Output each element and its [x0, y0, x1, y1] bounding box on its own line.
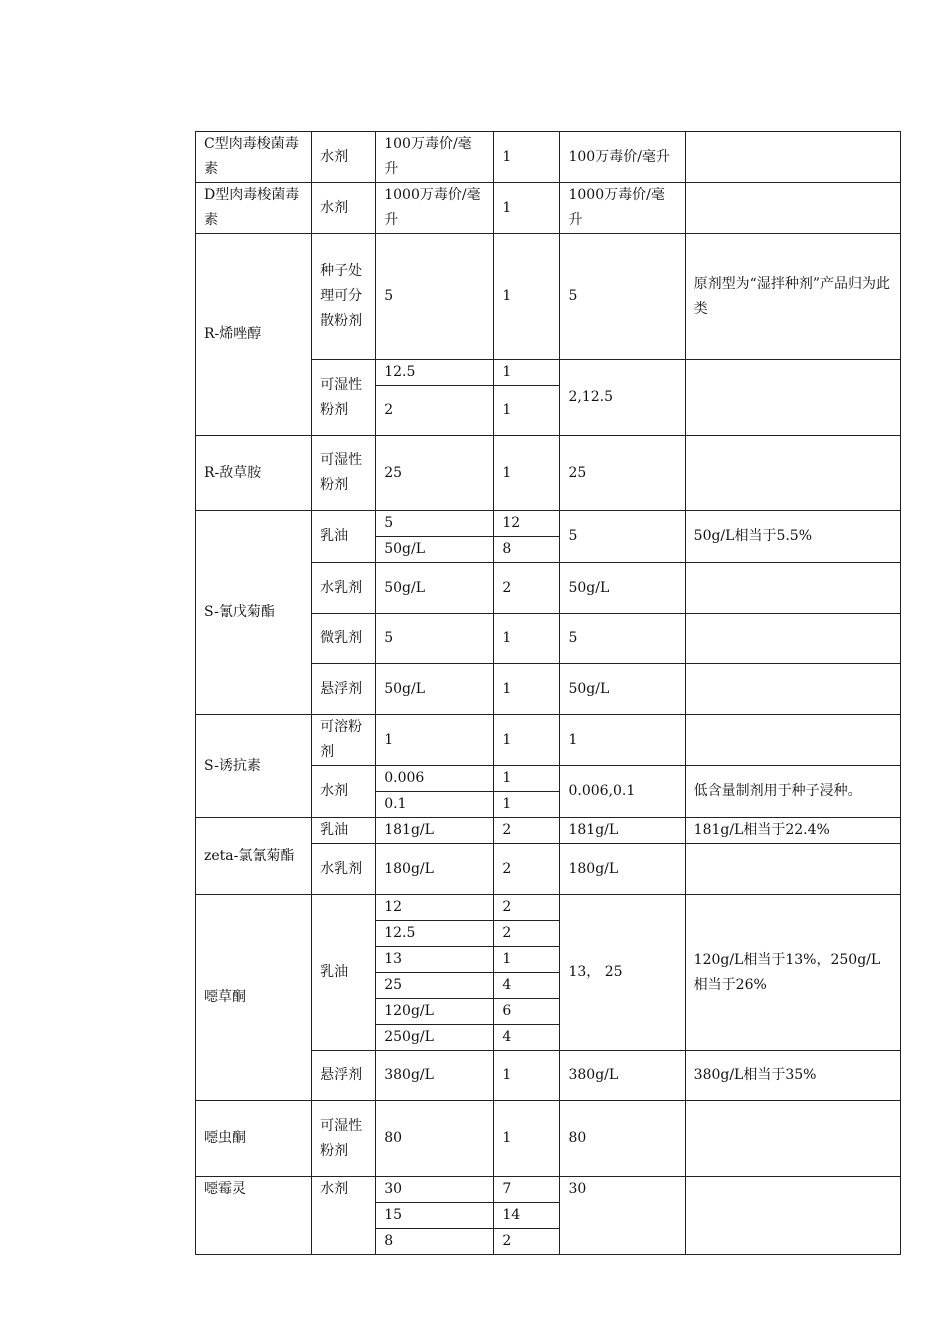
count-cell: 2 [494, 1229, 560, 1255]
count-cell: 1 [494, 715, 560, 766]
content-cell: 12.5 [376, 921, 494, 947]
table-row [196, 715, 901, 766]
table-row [196, 895, 901, 921]
table-row [196, 1177, 901, 1203]
content-cell: 13 [376, 947, 494, 973]
note-cell [685, 360, 900, 436]
note-cell: 380g/L相当于35% [685, 1051, 900, 1101]
count-cell: 2 [494, 844, 560, 895]
content-cell: 50g/L [376, 537, 494, 563]
count-cell: 7 [494, 1177, 560, 1203]
product-name-cell: 噁霉灵 [196, 1177, 312, 1255]
content-cell: 380g/L [376, 1051, 494, 1101]
registered-content-cell: 30 [560, 1177, 685, 1255]
product-name-cell: C型肉毒梭菌毒素 [196, 132, 312, 183]
note-cell: 50g/L相当于5.5% [685, 511, 900, 563]
registered-content-cell: 80 [560, 1101, 685, 1177]
content-cell: 2 [376, 386, 494, 436]
content-cell: 50g/L [376, 563, 494, 614]
note-cell: 181g/L相当于22.4% [685, 818, 900, 844]
count-cell: 1 [494, 386, 560, 436]
product-name-cell: 噁虫酮 [196, 1101, 312, 1177]
count-cell: 6 [494, 999, 560, 1025]
formulation-cell: 水剂 [312, 1177, 376, 1255]
content-cell: 12 [376, 895, 494, 921]
product-name-cell: zeta-氯氰菊酯 [196, 818, 312, 895]
table-row [196, 132, 901, 183]
registered-content-cell: 50g/L [560, 563, 685, 614]
formulation-cell: 水剂 [312, 132, 376, 183]
count-cell: 2 [494, 921, 560, 947]
registered-content-cell: 180g/L [560, 844, 685, 895]
note-cell [685, 1101, 900, 1177]
registered-content-cell: 5 [560, 234, 685, 360]
pesticide-table [195, 131, 901, 1255]
count-cell: 1 [494, 792, 560, 818]
count-cell: 1 [494, 436, 560, 511]
formulation-cell: 可湿性粉剂 [312, 436, 376, 511]
registered-content-cell: 2,12.5 [560, 360, 685, 436]
note-cell [685, 183, 900, 234]
count-cell: 1 [494, 1051, 560, 1101]
content-cell: 25 [376, 973, 494, 999]
formulation-cell: 微乳剂 [312, 614, 376, 664]
content-cell: 1 [376, 715, 494, 766]
formulation-cell: 悬浮剂 [312, 1051, 376, 1101]
note-cell: 120g/L相当于13%，250g/L相当于26% [685, 895, 900, 1051]
formulation-cell: 水乳剂 [312, 563, 376, 614]
content-cell: 25 [376, 436, 494, 511]
product-name-cell: S-氰戊菊酯 [196, 511, 312, 715]
count-cell: 2 [494, 818, 560, 844]
content-cell: 100万毒价/毫升 [376, 132, 494, 183]
count-cell: 1 [494, 183, 560, 234]
note-cell [685, 614, 900, 664]
content-cell: 30 [376, 1177, 494, 1203]
formulation-cell: 乳油 [312, 895, 376, 1051]
registered-content-cell: 5 [560, 614, 685, 664]
count-cell: 1 [494, 614, 560, 664]
product-name-cell: S-诱抗素 [196, 715, 312, 818]
formulation-cell: 可湿性粉剂 [312, 1101, 376, 1177]
registered-content-cell: 5 [560, 511, 685, 563]
note-cell: 原剂型为“湿拌种剂”产品归为此类 [685, 234, 900, 360]
count-cell: 4 [494, 973, 560, 999]
registered-content-cell: 13， 25 [560, 895, 685, 1051]
count-cell: 1 [494, 947, 560, 973]
formulation-cell: 乳油 [312, 511, 376, 563]
count-cell: 14 [494, 1203, 560, 1229]
table-row [196, 183, 901, 234]
count-cell: 1 [494, 132, 560, 183]
note-cell [685, 436, 900, 511]
count-cell: 1 [494, 1101, 560, 1177]
content-cell: 8 [376, 1229, 494, 1255]
count-cell: 1 [494, 664, 560, 715]
registered-content-cell: 1000万毒价/毫升 [560, 183, 685, 234]
formulation-cell: 可溶粉剂 [312, 715, 376, 766]
table-row [196, 234, 901, 360]
content-cell: 181g/L [376, 818, 494, 844]
registered-content-cell: 100万毒价/毫升 [560, 132, 685, 183]
note-cell [685, 664, 900, 715]
count-cell: 1 [494, 360, 560, 386]
formulation-cell: 种子处理可分散粉剂 [312, 234, 376, 360]
content-cell: 0.1 [376, 792, 494, 818]
product-name-cell: R-敌草胺 [196, 436, 312, 511]
product-name-cell: 噁草酮 [196, 895, 312, 1101]
content-cell: 1000万毒价/毫升 [376, 183, 494, 234]
content-cell: 5 [376, 511, 494, 537]
content-cell: 120g/L [376, 999, 494, 1025]
table-row [196, 511, 901, 537]
registered-content-cell: 380g/L [560, 1051, 685, 1101]
count-cell: 1 [494, 234, 560, 360]
note-cell [685, 715, 900, 766]
formulation-cell: 水剂 [312, 766, 376, 818]
note-cell: 低含量制剂用于种子浸种。 [685, 766, 900, 818]
table-row [196, 436, 901, 511]
note-cell [685, 1177, 900, 1255]
registered-content-cell: 50g/L [560, 664, 685, 715]
count-cell: 1 [494, 766, 560, 792]
note-cell [685, 844, 900, 895]
count-cell: 2 [494, 895, 560, 921]
content-cell: 5 [376, 614, 494, 664]
content-cell: 5 [376, 234, 494, 360]
count-cell: 4 [494, 1025, 560, 1051]
content-cell: 250g/L [376, 1025, 494, 1051]
note-cell [685, 563, 900, 614]
product-name-cell: D型肉毒梭菌毒素 [196, 183, 312, 234]
formulation-cell: 水乳剂 [312, 844, 376, 895]
content-cell: 50g/L [376, 664, 494, 715]
content-cell: 80 [376, 1101, 494, 1177]
registered-content-cell: 181g/L [560, 818, 685, 844]
formulation-cell: 悬浮剂 [312, 664, 376, 715]
registered-content-cell: 25 [560, 436, 685, 511]
formulation-cell: 乳油 [312, 818, 376, 844]
table-row [196, 1101, 901, 1177]
count-cell: 12 [494, 511, 560, 537]
table-row [196, 818, 901, 844]
content-cell: 12.5 [376, 360, 494, 386]
formulation-cell: 水剂 [312, 183, 376, 234]
product-name-cell: R-烯唑醇 [196, 234, 312, 436]
content-cell: 180g/L [376, 844, 494, 895]
count-cell: 2 [494, 563, 560, 614]
formulation-cell: 可湿性粉剂 [312, 360, 376, 436]
note-cell [685, 132, 900, 183]
registered-content-cell: 1 [560, 715, 685, 766]
content-cell: 15 [376, 1203, 494, 1229]
content-cell: 0.006 [376, 766, 494, 792]
registered-content-cell: 0.006,0.1 [560, 766, 685, 818]
count-cell: 8 [494, 537, 560, 563]
